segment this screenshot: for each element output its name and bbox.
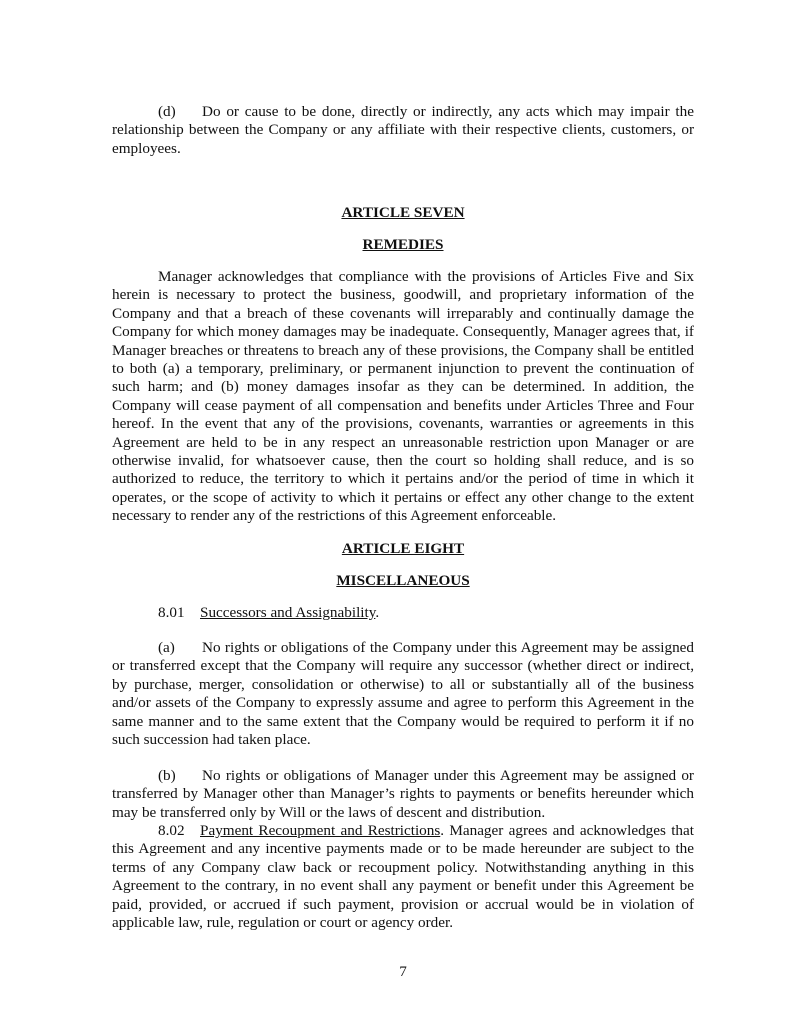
section-8-02-text: . Manager agrees and acknowledges that this Agreement and any incentive payments made or to be made hereunder are subject to the terms of any Company claw back or recoupment policy. Notwithstanding anything in this Agreement to the contrary, in no event shall any payment or benefit under this Agreement be paid, provided, or accrued if such payment, provision or accrual would be in violation of applicable law, rule, regulation or court or agency order. — [112, 822, 694, 932]
article-seven-subtitle: REMEDIES — [362, 236, 444, 253]
paragraph-d — [112, 103, 694, 158]
article-seven-body — [112, 268, 694, 526]
paragraph-b-text: No rights or obligations of Manager under this Agreement may be assigned or transferred by Manager other than Manager’s rights to payments or benefits hereunder which may be transferred only by Will or the laws of descent and distribution. — [112, 767, 694, 821]
article-seven-body-text: Manager acknowledges that compliance with the provisions of Articles Five and Six herein is necessary to protect the business, goodwill, and proprietary information of the Company and that a breach of these covenants will irreparably and continually damage the Company for which money damages may be inadequate. Consequently, Manager agrees that, if Manager breaches or threatens to breach any of these provisions, the Company shall be entitled to both (a) a temporary, preliminary, or permanent injunction to prevent the continuation of such harm; and (b) money damages insofar as they can be determined. In addition, the Company will cease payment of all compensation and benefits under Articles Three and Four hereof. In the event that any of the provisions, covenants, warranties or agreements in this Agreement are held to be in any respect an unreasonable restriction upon Manager or are otherwise invalid, for whatsoever cause, then the court so holding shall reduce, and is so authorized to reduce, the territory to which it pertains and/or the period of time in which it operates, or the scope of activity to which it pertains or effect any other change to the extent necessary to render any of the restrictions of this Agreement enforceable. — [112, 268, 694, 525]
paragraph-b-label: (b) — [158, 767, 176, 784]
paragraph-a-text: No rights or obligations of the Company under this Agreement may be assigned or transferred except that the Company will require any successor (whether direct or indirect, by purchase, merger, consolidation or otherwise) to all or substantially all of the business and/or assets of the Company to expressly assume and agree to perform this Agreement in the same manner and to the same extent that the Company would be required to perform it if no such succession had taken place. — [112, 639, 694, 749]
article-eight-title: ARTICLE EIGHT — [341, 540, 465, 557]
section-8-01-title: Successors and Assignability — [200, 604, 376, 621]
section-8-01-number: 8.01 — [158, 604, 185, 621]
section-8-02 — [112, 822, 694, 932]
section-8-01-heading — [158, 604, 379, 622]
section-8-02-number: 8.02 — [158, 822, 185, 839]
paragraph-a-label: (a) — [158, 639, 175, 656]
article-eight-subtitle: MISCELLANEOUS — [336, 572, 470, 589]
paragraph-d-text: Do or cause to be done, directly or indirectly, any acts which may impair the relationship between the Company or any affiliate with their respective clients, customers, or employees. — [112, 103, 694, 157]
paragraph-d-label: (d) — [158, 103, 176, 120]
paragraph-8-01-a — [112, 639, 694, 749]
article-seven-title: ARTICLE SEVEN — [341, 204, 465, 221]
page-number: 7 — [399, 963, 407, 980]
section-8-02-title: Payment Recoupment and Restrictions — [200, 822, 441, 839]
paragraph-8-01-b — [112, 767, 694, 822]
section-8-01-punct: . — [375, 604, 380, 621]
